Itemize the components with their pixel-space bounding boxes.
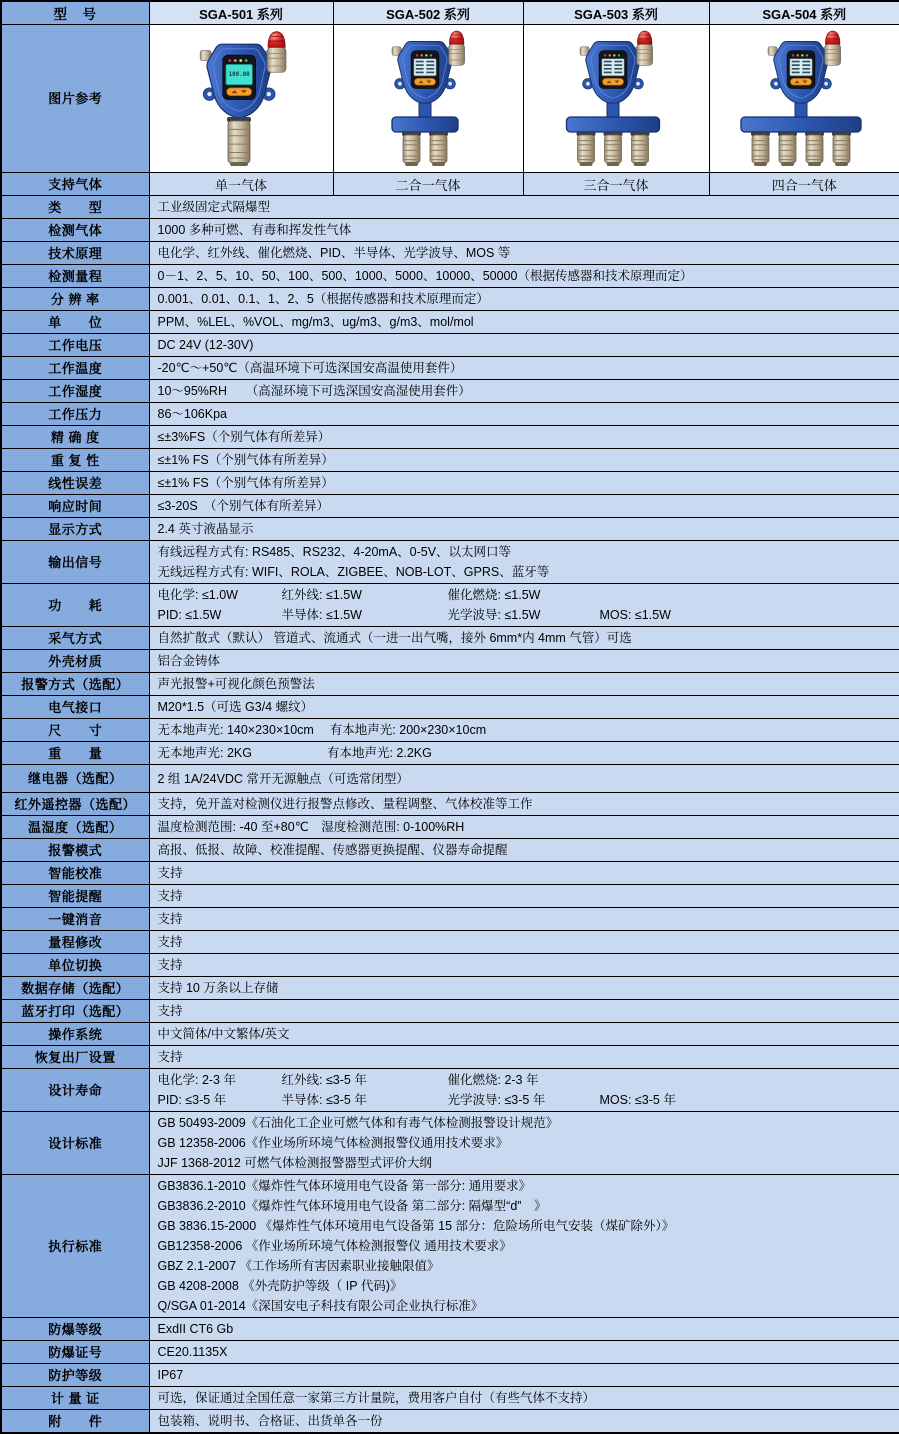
spec-value-line <box>158 1090 899 1110</box>
spec-value-segment: 红外线: ≤1.5W <box>282 585 448 605</box>
spec-value <box>149 288 899 311</box>
spec-value-line: IP67 <box>158 1365 899 1385</box>
spec-value-line: 中文简体/中文繁体/英文 <box>158 1024 899 1044</box>
spec-value <box>149 196 899 219</box>
spec-value <box>149 977 899 1000</box>
spec-value <box>149 908 899 931</box>
device-image-4 <box>709 25 899 173</box>
spec-value-line: GB 4208-2008 《外壳防护等级（ IP 代码)》 <box>158 1276 899 1296</box>
spec-label: 设计标准 <box>1 1112 149 1175</box>
spec-value-line: 工业级固定式隔爆型 <box>158 197 899 217</box>
spec-value <box>149 1318 899 1341</box>
spec-label: 防爆等级 <box>1 1318 149 1341</box>
spec-label: 精 确 度 <box>1 426 149 449</box>
spec-value-line: 1000 多种可燃、有毒和挥发性气体 <box>158 220 899 240</box>
spec-label: 报警方式（选配） <box>1 673 149 696</box>
spec-label: 红外遥控器（选配） <box>1 793 149 816</box>
spec-label: 单位切换 <box>1 954 149 977</box>
alarm-beacon-icon <box>267 32 286 73</box>
spec-value <box>149 584 899 627</box>
spec-label: 温湿度（选配） <box>1 816 149 839</box>
spec-label: 尺 寸 <box>1 719 149 742</box>
spec-value-line: 温度检测范围: -40 至+80℃ 湿度检测范围: 0-100%RH <box>158 817 899 837</box>
spec-value <box>149 885 899 908</box>
device-image-1 <box>149 25 333 173</box>
spec-value <box>149 242 899 265</box>
spec-value-line: 声光报警+可视化颜色预警法 <box>158 674 899 694</box>
spec-label: 外壳材质 <box>1 650 149 673</box>
spec-value-segment: PID: ≤1.5W <box>158 605 282 625</box>
spec-value <box>149 1387 899 1410</box>
spec-label: 继电器（选配） <box>1 765 149 793</box>
spec-value-line: 电化学、红外线、催化燃烧、PID、半导体、光学波导、MOS 等 <box>158 243 899 263</box>
gas-row-label: 支持气体 <box>1 173 149 196</box>
spec-value <box>149 1000 899 1023</box>
spec-value-line: 0－1、2、5、10、50、100、500、1000、5000、10000、50000（根据传感器和技术原理而定） <box>158 266 899 286</box>
spec-value-line: 0.001、0.01、0.1、1、2、5（根据传感器和技术原理而定） <box>158 289 899 309</box>
spec-value <box>149 1341 899 1364</box>
image-row-label: 图片参考 <box>1 25 149 173</box>
spec-value-line: 支持，免开盖对检测仪进行报警点修改、量程调整、气体校准等工作 <box>158 794 899 814</box>
spec-value-segment <box>600 1070 899 1090</box>
spec-value-line: 10～95%RH （高湿环境下可选深国安高湿使用套件） <box>158 381 899 401</box>
spec-label: 功 耗 <box>1 584 149 627</box>
spec-value-segment: MOS: ≤1.5W <box>600 605 899 625</box>
gas-type-2: 二合一气体 <box>333 173 523 196</box>
spec-value <box>149 380 899 403</box>
spec-value-segment: 红外线: ≤3-5 年 <box>282 1070 448 1090</box>
spec-label: 检测量程 <box>1 265 149 288</box>
spec-value-line: M20*1.5（可选 G3/4 螺纹） <box>158 697 899 717</box>
spec-value <box>149 1364 899 1387</box>
model-row-label: 型 号 <box>1 1 149 25</box>
spec-value-line: 可选，保证通过全国任意一家第三方计量院，费用客户自付（有些气体不支持） <box>158 1388 899 1408</box>
spec-value-line <box>158 605 899 625</box>
spec-label: 量程修改 <box>1 931 149 954</box>
spec-value-line: JJF 1368-2012 可燃气体检测报警器型式评价大纲 <box>158 1153 899 1173</box>
spec-label: 执行标准 <box>1 1175 149 1318</box>
svg-text:100.00: 100.00 <box>229 72 251 78</box>
spec-value <box>149 954 899 977</box>
spec-value-segment: 光学波导: ≤3-5 年 <box>448 1090 600 1110</box>
spec-value-line: -20℃～+50℃（高温环境下可选深国安高温使用套件） <box>158 358 899 378</box>
spec-value <box>149 839 899 862</box>
spec-value-line: GB3836.2-2010《爆炸性气体环境用电气设备 第二部分: 隔爆型“d” 》 <box>158 1196 899 1216</box>
spec-value <box>149 765 899 793</box>
spec-value-line: 包装箱、说明书、合格证、出货单各一份 <box>158 1411 899 1431</box>
spec-value-line: CE20.1135X <box>158 1342 899 1362</box>
spec-value <box>149 719 899 742</box>
spec-value <box>149 472 899 495</box>
spec-label: 输出信号 <box>1 541 149 584</box>
spec-label: 智能提醒 <box>1 885 149 908</box>
spec-value-segment <box>600 585 899 605</box>
spec-value <box>149 219 899 242</box>
spec-value <box>149 1046 899 1069</box>
spec-value-line: Q/SGA 01-2014《深国安电子科技有限公司企业执行标准》 <box>158 1296 899 1316</box>
spec-value-line: GB 3836.15-2000 《爆炸性气体环境用电气设备第 15 部分：危险场所电气安装（煤矿除外）》 <box>158 1216 899 1236</box>
model-name-3: SGA-503 系列 <box>523 1 709 25</box>
spec-value-line: ≤±1% FS（个别气体有所差异） <box>158 450 899 470</box>
spec-label: 工作湿度 <box>1 380 149 403</box>
spec-value <box>149 426 899 449</box>
spec-value-line: 支持 <box>158 932 899 952</box>
spec-value <box>149 1023 899 1046</box>
spec-label: 防爆证号 <box>1 1341 149 1364</box>
spec-value <box>149 696 899 719</box>
spec-value <box>149 334 899 357</box>
spec-value-line: DC 24V (12-30V) <box>158 335 899 355</box>
alarm-beacon-icon <box>825 31 841 65</box>
spec-value-segment: 催化燃烧: ≤1.5W <box>448 585 600 605</box>
spec-value-segment: 电化学: ≤1.0W <box>158 585 282 605</box>
spec-value <box>149 816 899 839</box>
spec-label: 类 型 <box>1 196 149 219</box>
gas-detector-quad-sensor-illustration <box>729 25 879 167</box>
spec-value-segment: MOS: ≤3-5 年 <box>600 1090 899 1110</box>
model-name-2: SGA-502 系列 <box>333 1 523 25</box>
spec-value-line: 有线远程方式有: RS485、RS232、4-20mA、0-5V、以太网口等 <box>158 542 899 562</box>
spec-value-line: 铝合金铸体 <box>158 651 899 671</box>
spec-value <box>149 1175 899 1318</box>
alarm-beacon-icon <box>637 31 653 65</box>
gas-detector-triple-sensor-illustration <box>541 25 691 167</box>
spec-value <box>149 1069 899 1112</box>
spec-value-line: 支持 10 万条以上存储 <box>158 978 899 998</box>
spec-label: 采气方式 <box>1 627 149 650</box>
spec-label: 数据存储（选配） <box>1 977 149 1000</box>
spec-value-line: GB12358-2006 《作业场所环境气体检测报警仪 通用技术要求》 <box>158 1236 899 1256</box>
gas-type-4: 四合一气体 <box>709 173 899 196</box>
spec-value-line: 2 组 1A/24VDC 常开无源触点（可选常闭型） <box>158 769 899 789</box>
spec-label: 工作压力 <box>1 403 149 426</box>
spec-value-line: 86～106Kpa <box>158 404 899 424</box>
spec-value-line: 无本地声光: 140×230×10cm 有本地声光: 200×230×10cm <box>158 720 899 740</box>
spec-label: 工作温度 <box>1 357 149 380</box>
spec-value <box>149 403 899 426</box>
spec-value <box>149 742 899 765</box>
spec-value-segment: 半导体: ≤3-5 年 <box>282 1090 448 1110</box>
spec-value-line: 自然扩散式（默认） 管道式、流通式（一进一出气嘴，接外 6mm*内 4mm 气管）可选 <box>158 628 899 648</box>
spec-value <box>149 449 899 472</box>
spec-label: 电气接口 <box>1 696 149 719</box>
spec-value <box>149 1410 899 1434</box>
spec-label: 防护等级 <box>1 1364 149 1387</box>
spec-label: 工作电压 <box>1 334 149 357</box>
model-name-4: SGA-504 系列 <box>709 1 899 25</box>
spec-value-line: GBZ 2.1-2007 《工作场所有害因素职业接触限值》 <box>158 1256 899 1276</box>
spec-value <box>149 357 899 380</box>
spec-value-segment: 光学波导: ≤1.5W <box>448 605 600 625</box>
spec-label: 单 位 <box>1 311 149 334</box>
spec-label: 显示方式 <box>1 518 149 541</box>
spec-label: 操作系统 <box>1 1023 149 1046</box>
spec-value-line: ExdII CT6 Gb <box>158 1319 899 1339</box>
spec-value-line: GB3836.1-2010《爆炸性气体环境用电气设备 第一部分: 通用要求》 <box>158 1176 899 1196</box>
spec-value <box>149 862 899 885</box>
spec-value-line: PPM、%LEL、%VOL、mg/m3、ug/m3、g/m3、mol/mol <box>158 312 899 332</box>
spec-label: 智能校准 <box>1 862 149 885</box>
spec-label: 重 复 性 <box>1 449 149 472</box>
gas-detector-single-sensor-illustration <box>166 25 316 167</box>
alarm-beacon-icon <box>449 31 465 65</box>
spec-label: 重 量 <box>1 742 149 765</box>
model-name-1: SGA-501 系列 <box>149 1 333 25</box>
spec-value-line: GB 12358-2006《作业场所环境气体检测报警仪通用技术要求》 <box>158 1133 899 1153</box>
spec-value-segment: 半导体: ≤1.5W <box>282 605 448 625</box>
spec-value-line: 支持 <box>158 955 899 975</box>
spec-value <box>149 931 899 954</box>
spec-value <box>149 1112 899 1175</box>
spec-label: 检测气体 <box>1 219 149 242</box>
spec-label: 线性误差 <box>1 472 149 495</box>
spec-value <box>149 541 899 584</box>
spec-label: 分 辨 率 <box>1 288 149 311</box>
spec-value-line: GB 50493-2009《石油化工企业可燃气体和有毒气体检测报警设计规范》 <box>158 1113 899 1133</box>
spec-value-line: ≤3-20S （个别气体有所差异） <box>158 496 899 516</box>
spec-value-line: ≤±1% FS（个别气体有所差异） <box>158 473 899 493</box>
spec-value <box>149 495 899 518</box>
gas-type-3: 三合一气体 <box>523 173 709 196</box>
spec-value <box>149 650 899 673</box>
spec-value <box>149 627 899 650</box>
spec-value <box>149 673 899 696</box>
spec-value-line: 支持 <box>158 1047 899 1067</box>
spec-label: 计 量 证 <box>1 1387 149 1410</box>
spec-value-line: 无线远程方式有: WIFI、ROLA、ZIGBEE、NOB-LOT、GPRS、蓝牙等 <box>158 562 899 582</box>
spec-value <box>149 518 899 541</box>
spec-label: 设计寿命 <box>1 1069 149 1112</box>
spec-value-line: 支持 <box>158 886 899 906</box>
spec-label: 蓝牙打印（选配） <box>1 1000 149 1023</box>
spec-label: 附 件 <box>1 1410 149 1434</box>
spec-value-line <box>158 585 899 605</box>
spec-value-line <box>158 1070 899 1090</box>
gas-detector-dual-sensor-illustration <box>353 25 503 167</box>
spec-value <box>149 265 899 288</box>
spec-value-line: 无本地声光: 2KG 有本地声光: 2.2KG <box>158 743 899 763</box>
spec-label: 报警模式 <box>1 839 149 862</box>
spec-value-segment: PID: ≤3-5 年 <box>158 1090 282 1110</box>
spec-label: 技术原理 <box>1 242 149 265</box>
spec-value <box>149 311 899 334</box>
spec-value-segment: 电化学: 2-3 年 <box>158 1070 282 1090</box>
spec-value-line: 高报、低报、故障、校准提醒、传感器更换提醒、仪器寿命提醒 <box>158 840 899 860</box>
spec-label: 响应时间 <box>1 495 149 518</box>
spec-value-line: 支持 <box>158 1001 899 1021</box>
spec-value-line: 支持 <box>158 863 899 883</box>
spec-value-line: 2.4 英寸液晶显示 <box>158 519 899 539</box>
device-image-3 <box>523 25 709 173</box>
spec-value-line: 支持 <box>158 909 899 929</box>
spec-value <box>149 793 899 816</box>
device-image-2 <box>333 25 523 173</box>
spec-label: 一键消音 <box>1 908 149 931</box>
spec-value-segment: 催化燃烧: 2-3 年 <box>448 1070 600 1090</box>
spec-value-line: ≤±3%FS（个别气体有所差异） <box>158 427 899 447</box>
gas-type-1: 单一气体 <box>149 173 333 196</box>
spec-label: 恢复出厂设置 <box>1 1046 149 1069</box>
